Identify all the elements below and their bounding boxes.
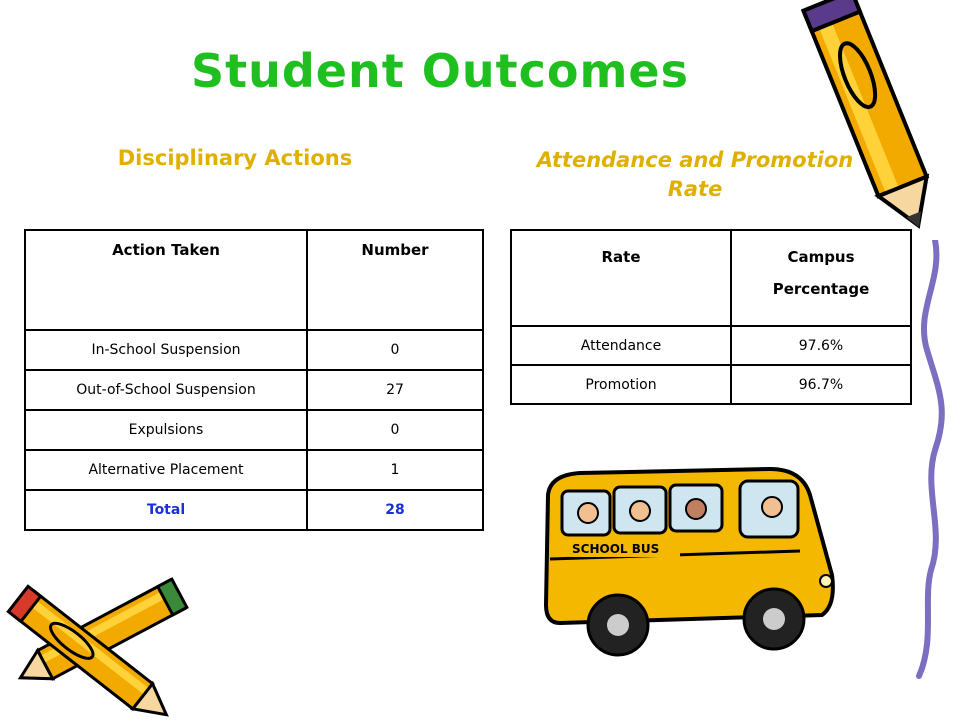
column-header-line2: Percentage [772,280,870,298]
action-cell: Expulsions [25,410,307,450]
pencil-stroke-clipart [905,240,955,680]
action-cell: Out-of-School Suspension [25,370,307,410]
disciplinary-heading: Disciplinary Actions [117,146,353,170]
table-row [511,365,911,404]
number-cell: 0 [307,410,483,450]
attendance-table [510,229,912,405]
total-row [25,490,483,530]
table-row [25,370,483,410]
action-cell: In-School Suspension [25,330,307,370]
bus-sign-text: SCHOOL BUS [572,542,660,556]
school-bus-clipart [540,455,840,675]
number-cell: 0 [307,330,483,370]
column-header: Action Taken [25,230,307,330]
action-cell: Alternative Placement [25,450,307,490]
total-label: Total [25,490,307,530]
rate-cell: Promotion [511,365,731,404]
column-header [731,230,911,326]
attendance-heading-line2: Rate [667,177,723,201]
table-header-row [25,230,483,330]
percent-cell: 96.7% [731,365,911,404]
number-cell: 27 [307,370,483,410]
table-row [25,450,483,490]
column-header: Number [307,230,483,330]
attendance-heading-line1: Attendance and Promotion [536,148,854,172]
total-number: 28 [307,490,483,530]
disciplinary-table [24,229,484,531]
table-row [511,326,911,365]
table-row [25,330,483,370]
percent-cell: 97.6% [731,326,911,365]
page-title: Student Outcomes [191,44,689,98]
column-header-line1: Campus [787,248,855,266]
pencils-clipart-bottom [0,560,200,720]
pencil-clipart-top [800,0,960,240]
rate-cell: Attendance [511,326,731,365]
table-header-row [511,230,911,326]
number-cell: 1 [307,450,483,490]
table-row [25,410,483,450]
column-header: Rate [511,230,731,326]
